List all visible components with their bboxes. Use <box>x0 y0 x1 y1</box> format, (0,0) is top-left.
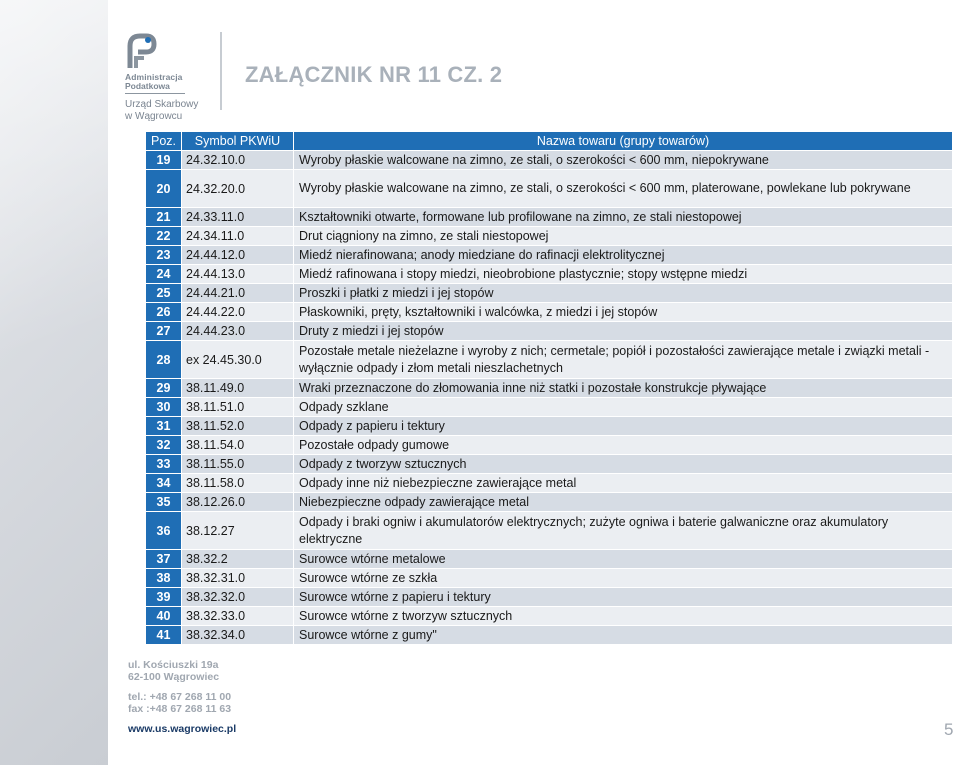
table-row <box>146 322 953 341</box>
row-pkwiu-symbol: 24.32.20.0 <box>182 170 294 208</box>
logo-org-line1: Administracja <box>125 72 183 82</box>
footer-phone: tel.: +48 67 268 11 00 <box>128 691 232 703</box>
table-row <box>146 227 953 246</box>
goods-table <box>145 131 953 645</box>
header-divider <box>220 32 222 110</box>
row-position: 25 <box>146 284 182 303</box>
page-title: ZAŁĄCZNIK NR 11 CZ. 2 <box>245 62 503 87</box>
table-row <box>146 303 953 322</box>
row-goods-name: Wyroby płaskie walcowane na zimno, ze stali, o szerokości < 600 mm, platerowane, powlekane lub pokrywane <box>294 170 953 208</box>
footer-city: 62-100 Wągrowiec <box>128 671 220 683</box>
row-goods-name: Surowce wtórne z papieru i tektury <box>294 588 953 607</box>
row-pkwiu-symbol: 38.32.33.0 <box>182 607 294 626</box>
row-pkwiu-symbol: 38.11.58.0 <box>182 474 294 493</box>
page-number: 5 <box>944 720 954 739</box>
row-goods-name: Surowce wtórne z tworzyw sztucznych <box>294 607 953 626</box>
row-pkwiu-symbol: ex 24.45.30.0 <box>182 341 294 379</box>
row-position: 21 <box>146 208 182 227</box>
row-pkwiu-symbol: 38.12.26.0 <box>182 493 294 512</box>
table-row <box>146 170 953 208</box>
column-header-symbol: Symbol PKWiU <box>182 132 294 151</box>
table-row <box>146 493 953 512</box>
footer-street: ul. Kościuszki 19a <box>128 659 219 671</box>
row-goods-name: Płaskowniki, pręty, kształtowniki i walcówka, z miedzi i jej stopów <box>294 303 953 322</box>
footer-fax: fax :+48 67 268 11 63 <box>128 703 232 715</box>
row-position: 20 <box>146 170 182 208</box>
row-pkwiu-symbol: 24.33.11.0 <box>182 208 294 227</box>
row-pkwiu-symbol: 38.32.32.0 <box>182 588 294 607</box>
row-pkwiu-symbol: 38.32.31.0 <box>182 569 294 588</box>
table-row <box>146 436 953 455</box>
row-position: 24 <box>146 265 182 284</box>
row-position: 33 <box>146 455 182 474</box>
row-goods-name: Druty z miedzi i jej stopów <box>294 322 953 341</box>
row-goods-name: Wraki przeznaczone do złomowania inne niż statki i pozostałe konstrukcje pływające <box>294 379 953 398</box>
table-header-row <box>146 132 953 151</box>
row-goods-name: Odpady z papieru i tektury <box>294 417 953 436</box>
table-row <box>146 265 953 284</box>
row-pkwiu-symbol: 24.44.22.0 <box>182 303 294 322</box>
table-row <box>146 607 953 626</box>
row-pkwiu-symbol: 38.11.54.0 <box>182 436 294 455</box>
footer-website-link[interactable]: www.us.wagrowiec.pl <box>128 723 237 735</box>
row-position: 19 <box>146 151 182 170</box>
row-pkwiu-symbol: 24.44.13.0 <box>182 265 294 284</box>
row-goods-name: Pozostałe odpady gumowe <box>294 436 953 455</box>
row-pkwiu-symbol: 24.34.11.0 <box>182 227 294 246</box>
row-position: 29 <box>146 379 182 398</box>
row-position: 34 <box>146 474 182 493</box>
row-goods-name: Drut ciągniony na zimno, ze stali niestopowej <box>294 227 953 246</box>
row-goods-name: Niebezpieczne odpady zawierające metal <box>294 493 953 512</box>
row-position: 31 <box>146 417 182 436</box>
row-pkwiu-symbol: 24.44.23.0 <box>182 322 294 341</box>
table-row <box>146 284 953 303</box>
office-name-line1: Urząd Skarbowy <box>125 99 199 110</box>
row-goods-name: Odpady i braki ogniw i akumulatorów elektrycznych; zużyte ogniwa i baterie galwaniczne oraz akumulatory elektryczne <box>294 512 953 550</box>
table-row <box>146 208 953 227</box>
table-row <box>146 626 953 645</box>
table-row <box>146 569 953 588</box>
row-pkwiu-symbol: 38.32.2 <box>182 550 294 569</box>
row-position: 26 <box>146 303 182 322</box>
table-row <box>146 417 953 436</box>
row-position: 28 <box>146 341 182 379</box>
ap-logo-icon <box>124 32 158 70</box>
row-goods-name: Proszki i płatki z miedzi i jej stopów <box>294 284 953 303</box>
row-position: 40 <box>146 607 182 626</box>
row-goods-name: Miedź rafinowana i stopy miedzi, nieobrobione plastycznie; stopy wstępne miedzi <box>294 265 953 284</box>
row-goods-name: Wyroby płaskie walcowane na zimno, ze stali, o szerokości < 600 mm, niepokrywane <box>294 151 953 170</box>
row-pkwiu-symbol: 24.32.10.0 <box>182 151 294 170</box>
row-pkwiu-symbol: 24.44.12.0 <box>182 246 294 265</box>
row-pkwiu-symbol: 38.12.27 <box>182 512 294 550</box>
table-row <box>146 455 953 474</box>
row-pkwiu-symbol: 38.11.49.0 <box>182 379 294 398</box>
table-row <box>146 246 953 265</box>
row-position: 36 <box>146 512 182 550</box>
row-goods-name: Odpady inne niż niebezpieczne zawierające metal <box>294 474 953 493</box>
table-row <box>146 398 953 417</box>
row-position: 41 <box>146 626 182 645</box>
column-header-name: Nazwa towaru (grupy towarów) <box>294 132 953 151</box>
row-position: 37 <box>146 550 182 569</box>
row-position: 35 <box>146 493 182 512</box>
row-position: 32 <box>146 436 182 455</box>
table-row <box>146 379 953 398</box>
table-row <box>146 512 953 550</box>
row-goods-name: Odpady szklane <box>294 398 953 417</box>
row-goods-name: Kształtowniki otwarte, formowane lub profilowane na zimno, ze stali niestopowej <box>294 208 953 227</box>
row-goods-name: Surowce wtórne metalowe <box>294 550 953 569</box>
row-position: 39 <box>146 588 182 607</box>
row-position: 23 <box>146 246 182 265</box>
office-name-line2: w Wągrowcu <box>125 111 183 122</box>
row-pkwiu-symbol: 38.11.55.0 <box>182 455 294 474</box>
row-position: 30 <box>146 398 182 417</box>
row-position: 22 <box>146 227 182 246</box>
table-row <box>146 151 953 170</box>
row-goods-name: Miedź nierafinowana; anody miedziane do rafinacji elektrolitycznej <box>294 246 953 265</box>
table-row <box>146 588 953 607</box>
table-row <box>146 550 953 569</box>
row-position: 38 <box>146 569 182 588</box>
row-pkwiu-symbol: 38.11.51.0 <box>182 398 294 417</box>
logo-org-line2: Podatkowa <box>125 81 170 91</box>
row-goods-name: Surowce wtórne z gumy" <box>294 626 953 645</box>
side-decoration-bar <box>0 0 108 765</box>
table-row <box>146 341 953 379</box>
row-pkwiu-symbol: 38.32.34.0 <box>182 626 294 645</box>
table-row <box>146 474 953 493</box>
row-goods-name: Surowce wtórne ze szkła <box>294 569 953 588</box>
column-header-poz: Poz. <box>146 132 182 151</box>
row-pkwiu-symbol: 24.44.21.0 <box>182 284 294 303</box>
logo-divider <box>125 93 185 94</box>
row-position: 27 <box>146 322 182 341</box>
row-pkwiu-symbol: 38.11.52.0 <box>182 417 294 436</box>
row-goods-name: Odpady z tworzyw sztucznych <box>294 455 953 474</box>
row-goods-name: Pozostałe metale nieżelazne i wyroby z nich; cermetale; popiół i pozostałości zawierające metale i związki metali - wyłącznie odpady i złom metali nieszlachetnych <box>294 341 953 379</box>
